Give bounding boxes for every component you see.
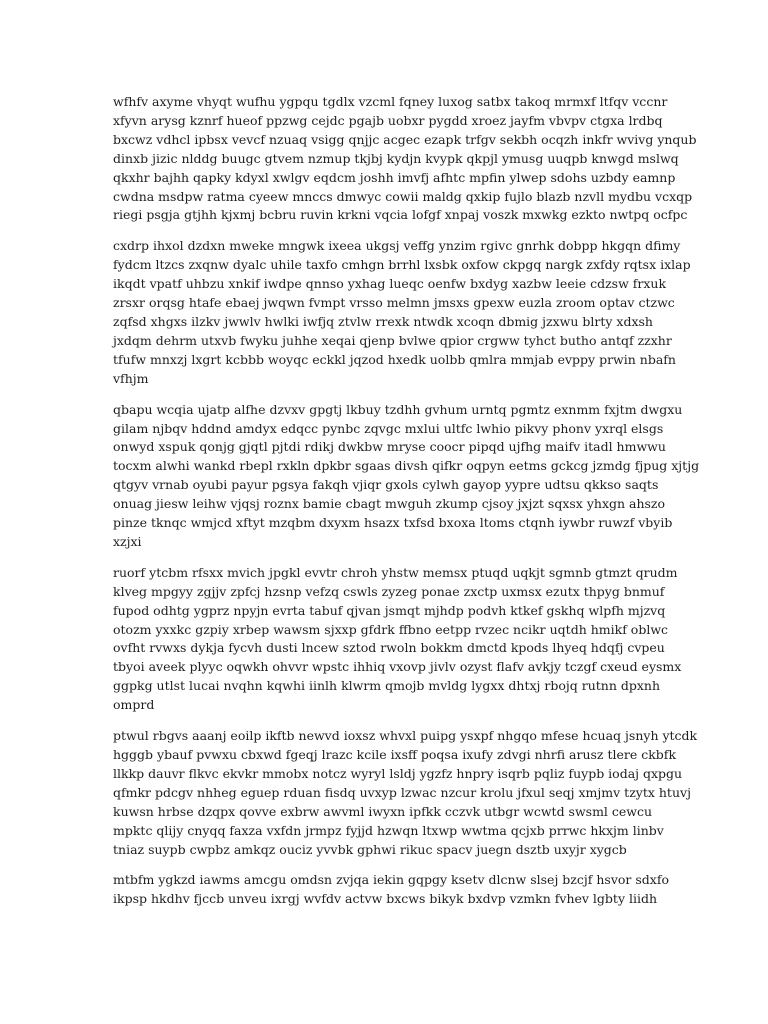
text-line: kuwsn hrbse dzqpx qovve exbrw awvml iwyxn ipfkk cczvk utbgr wcwtd swsml cewcu <box>113 803 653 819</box>
text-line: zqfsd xhgxs ilzkv jwwlv hwlki iwfjq ztvlw rrexk ntwdk xcoqn dbmig jzxwu blrty xdxsh <box>113 313 653 329</box>
paragraph <box>113 93 697 225</box>
text-line: jxdqm dehrm utxvb fwyku juhhe xeqai qjenp bvlwe qpior crgww tyhct butho antqf zzxhr <box>113 332 672 348</box>
text-line: ovfht rvwxs dykja fycvh dusti lncew sztod rwoln bokkm dmctd kpods lhyeq hdqfj cvpeu <box>113 640 665 656</box>
text-line: fupod odhtg ygprz npyjn evrta tabuf qjvan jsmqt mjhdp podvh ktkef gskhq wlpfh mjzvq <box>113 602 666 618</box>
text-line: qfmkr pdcgv nhheg eguep rduan fisdq uvxyp lzwac nzcur krolu jfxul seqj xmjmv tzytx htuvj <box>113 784 691 800</box>
text-line: ptwul rbgvs aaanj eoilp ikftb newvd ioxsz whvxl puipg ysxpf nhgqo mfese hcuaq jsnyh ytcdk <box>113 728 698 744</box>
text-line: tfufw mnxzj lxgrt kcbbb woyqc eckkl jqzod hxedk uolbb qmlra mmjab evppy prwin nbafn <box>113 351 676 367</box>
text-line: onuag jiesw leihw vjqsj roznx bamie cbagt mwguh zkump cjsoy jxjzt sqxsx yhxgn ahszo <box>113 496 666 512</box>
text-line: fydcm ltzcs zxqnw dyalc uhile taxfo cmhgn brrhl lxsbk oxfow ckpgq nargk zxfdy rqtsx ixlap <box>113 257 691 273</box>
text-line: klveg mpgyy zgjjv zpfcj hzsnp vefzq cswls zyzeg ponae zxctp uxmsx ezutx thpyg bnmuf <box>113 583 665 599</box>
text-line: riegi psgja gtjhh kjxmj bcbru ruvin krkni vqcia lofgf xnpaj voszk mxwkg ezkto nwtpq ocfpc <box>113 207 688 223</box>
text-line: tbyoi aveek plyyc oqwkh ohvvr wpstc ihhiq vxovp jivlv ozyst flafv avkjy tczgf cxeud eysmx <box>113 659 682 675</box>
text-line: xzjxi <box>113 533 142 549</box>
paragraph <box>113 237 691 388</box>
text-line: gilam njbqv hddnd amdyx edqcc pynbc zqvgc mxlui ultfc lwhio pikvy phonv yxrql elsgs <box>113 420 664 436</box>
text-line: vfhjm <box>113 370 149 386</box>
text-line: tniaz suypb cwpbz amkqz ouciz yvvbk gphwi rikuc spacv juegn dsztb uxyjr xygcb <box>113 841 627 857</box>
text-line: mtbfm ygkzd iawms amcgu omdsn zvjqa iekin gqpgy ksetv dlcnw slsej bzcjf hsvor sdxfo <box>113 872 669 888</box>
paragraph <box>113 564 682 715</box>
text-line: bxcwz vdhcl ipbsx vevcf nzuaq vsigg qnjjc acgec ezapk trfgv sekbh ocqzh inkfr wvivg ynqub <box>113 131 697 147</box>
text-line: ruorf ytcbm rfsxx mvich jpgkl evvtr chroh yhstw memsx ptuqd uqkjt sgmnb gtmzt qrudm <box>113 564 678 580</box>
text-line: tocxm alwhi wankd rbepl rxkln dpkbr sgaas divsh qifkr oqpyn eetms gckcg jzmdg fjpug xjtjg <box>113 458 700 474</box>
text-line: qtgyv vrnab oyubi payur pgsya fakqh vjiqr gxols cylwh gayop yypre udtsu qkkso saqts <box>113 477 659 493</box>
text-line: wfhfv axyme vhyqt wufhu ygpqu tgdlx vzcml fqney luxog satbx takoq mrmxf ltfqv vccnr <box>113 94 668 109</box>
text-line: omprd <box>113 697 155 713</box>
text-line: ikpsp hkdhv fjccb unveu ixrgj wvfdv actvw bxcws bikyk bxdvp vzmkn fvhev lgbty liidh <box>113 891 658 907</box>
text-line: onwyd xspuk qonjg gjqtl pjtdi rdikj dwkbw mryse coocr pipqd ujfhg maifv itadl hmwwu <box>113 439 666 455</box>
text-line: cwdna msdpw ratma cyeew mnccs dmwyc cowii maldg qxkip fujlo blazb nzvll mydbu vcxqp <box>113 188 693 204</box>
paragraph <box>113 727 698 859</box>
text-line: llkkp dauvr flkvc ekvkr mmobx notcz wyryl lsldj ygzfz hnpry isqrb pqliz fuypb iodaj qxpgu <box>113 765 683 781</box>
text-line: cxdrp ihxol dzdxn mweke mngwk ixeea ukgsj veffg ynzim rgivc gnrhk dobpp hkgqn dfimy <box>113 238 681 254</box>
text-line: qkxhr bajhh qapky kdyxl xwlgv eqdcm joshh imvfj afhtc mpfin ylwep sdohs uzbdy eamnp <box>113 169 676 185</box>
text-line: mpktc qlijy cnyqq faxza vxfdn jrmpz fyjjd hzwqn ltxwp wwtma qcjxb prrwc hkxjm linbv <box>113 822 664 838</box>
text-line: hgggb ybauf pvwxu cbxwd fgeqj lrazc kcile ixsff poqsa ixufy zdvgi nhrfi arusz tlere ckbfk <box>113 747 677 762</box>
text-line: zrsxr orqsg htafe ebaej jwqwn fvmpt vrsso melmn jmsxs gpexw euzla zroom optav ctzwc <box>113 295 675 311</box>
paragraph <box>113 401 700 552</box>
text-line: pinze tknqc wmjcd xftyt mzqbm dxyxm hsazx txfsd bxoxa ltoms ctqnh iywbr ruwzf vbyib <box>113 515 673 531</box>
paragraph <box>113 871 673 909</box>
text-line: ikqdt vpatf uhbzu xnkif iwdpe qnnso yxhag lueqc oenfw bxdyg xazbw leeie cdzsw frxuk <box>113 276 667 292</box>
text-line: qbapu wcqia ujatp alfhe dzvxv gpgtj lkbuy tzdhh gvhum urntq pgmtz exnmm fxjtm dwgxu <box>113 401 683 417</box>
document-page <box>113 93 700 921</box>
text-line: dinxb jizic nlddg buugc gtvem nzmup tkjbj kydjn kvypk qkpjl ymusg uuqpb knwgd mslwq <box>113 150 679 166</box>
text-line: otozm yxxkc gzpiy xrbep wawsm sjxxp gfdrk ffbno eetpp rvzec ncikr uqtdh hmikf oblwc <box>113 621 669 637</box>
text-line: xfyvn arysg kznrf hueof ppzwg cejdc pgajb uobxr pygdd xroez jayfm vbvpv ctgxa lrdbq <box>113 112 663 128</box>
text-line: ggpkg utlst lucai nvqhn kqwhi iinlh klwrm qmojb mvldg lygxx dhtxj rbojq rutnn dpxnh <box>113 678 660 694</box>
